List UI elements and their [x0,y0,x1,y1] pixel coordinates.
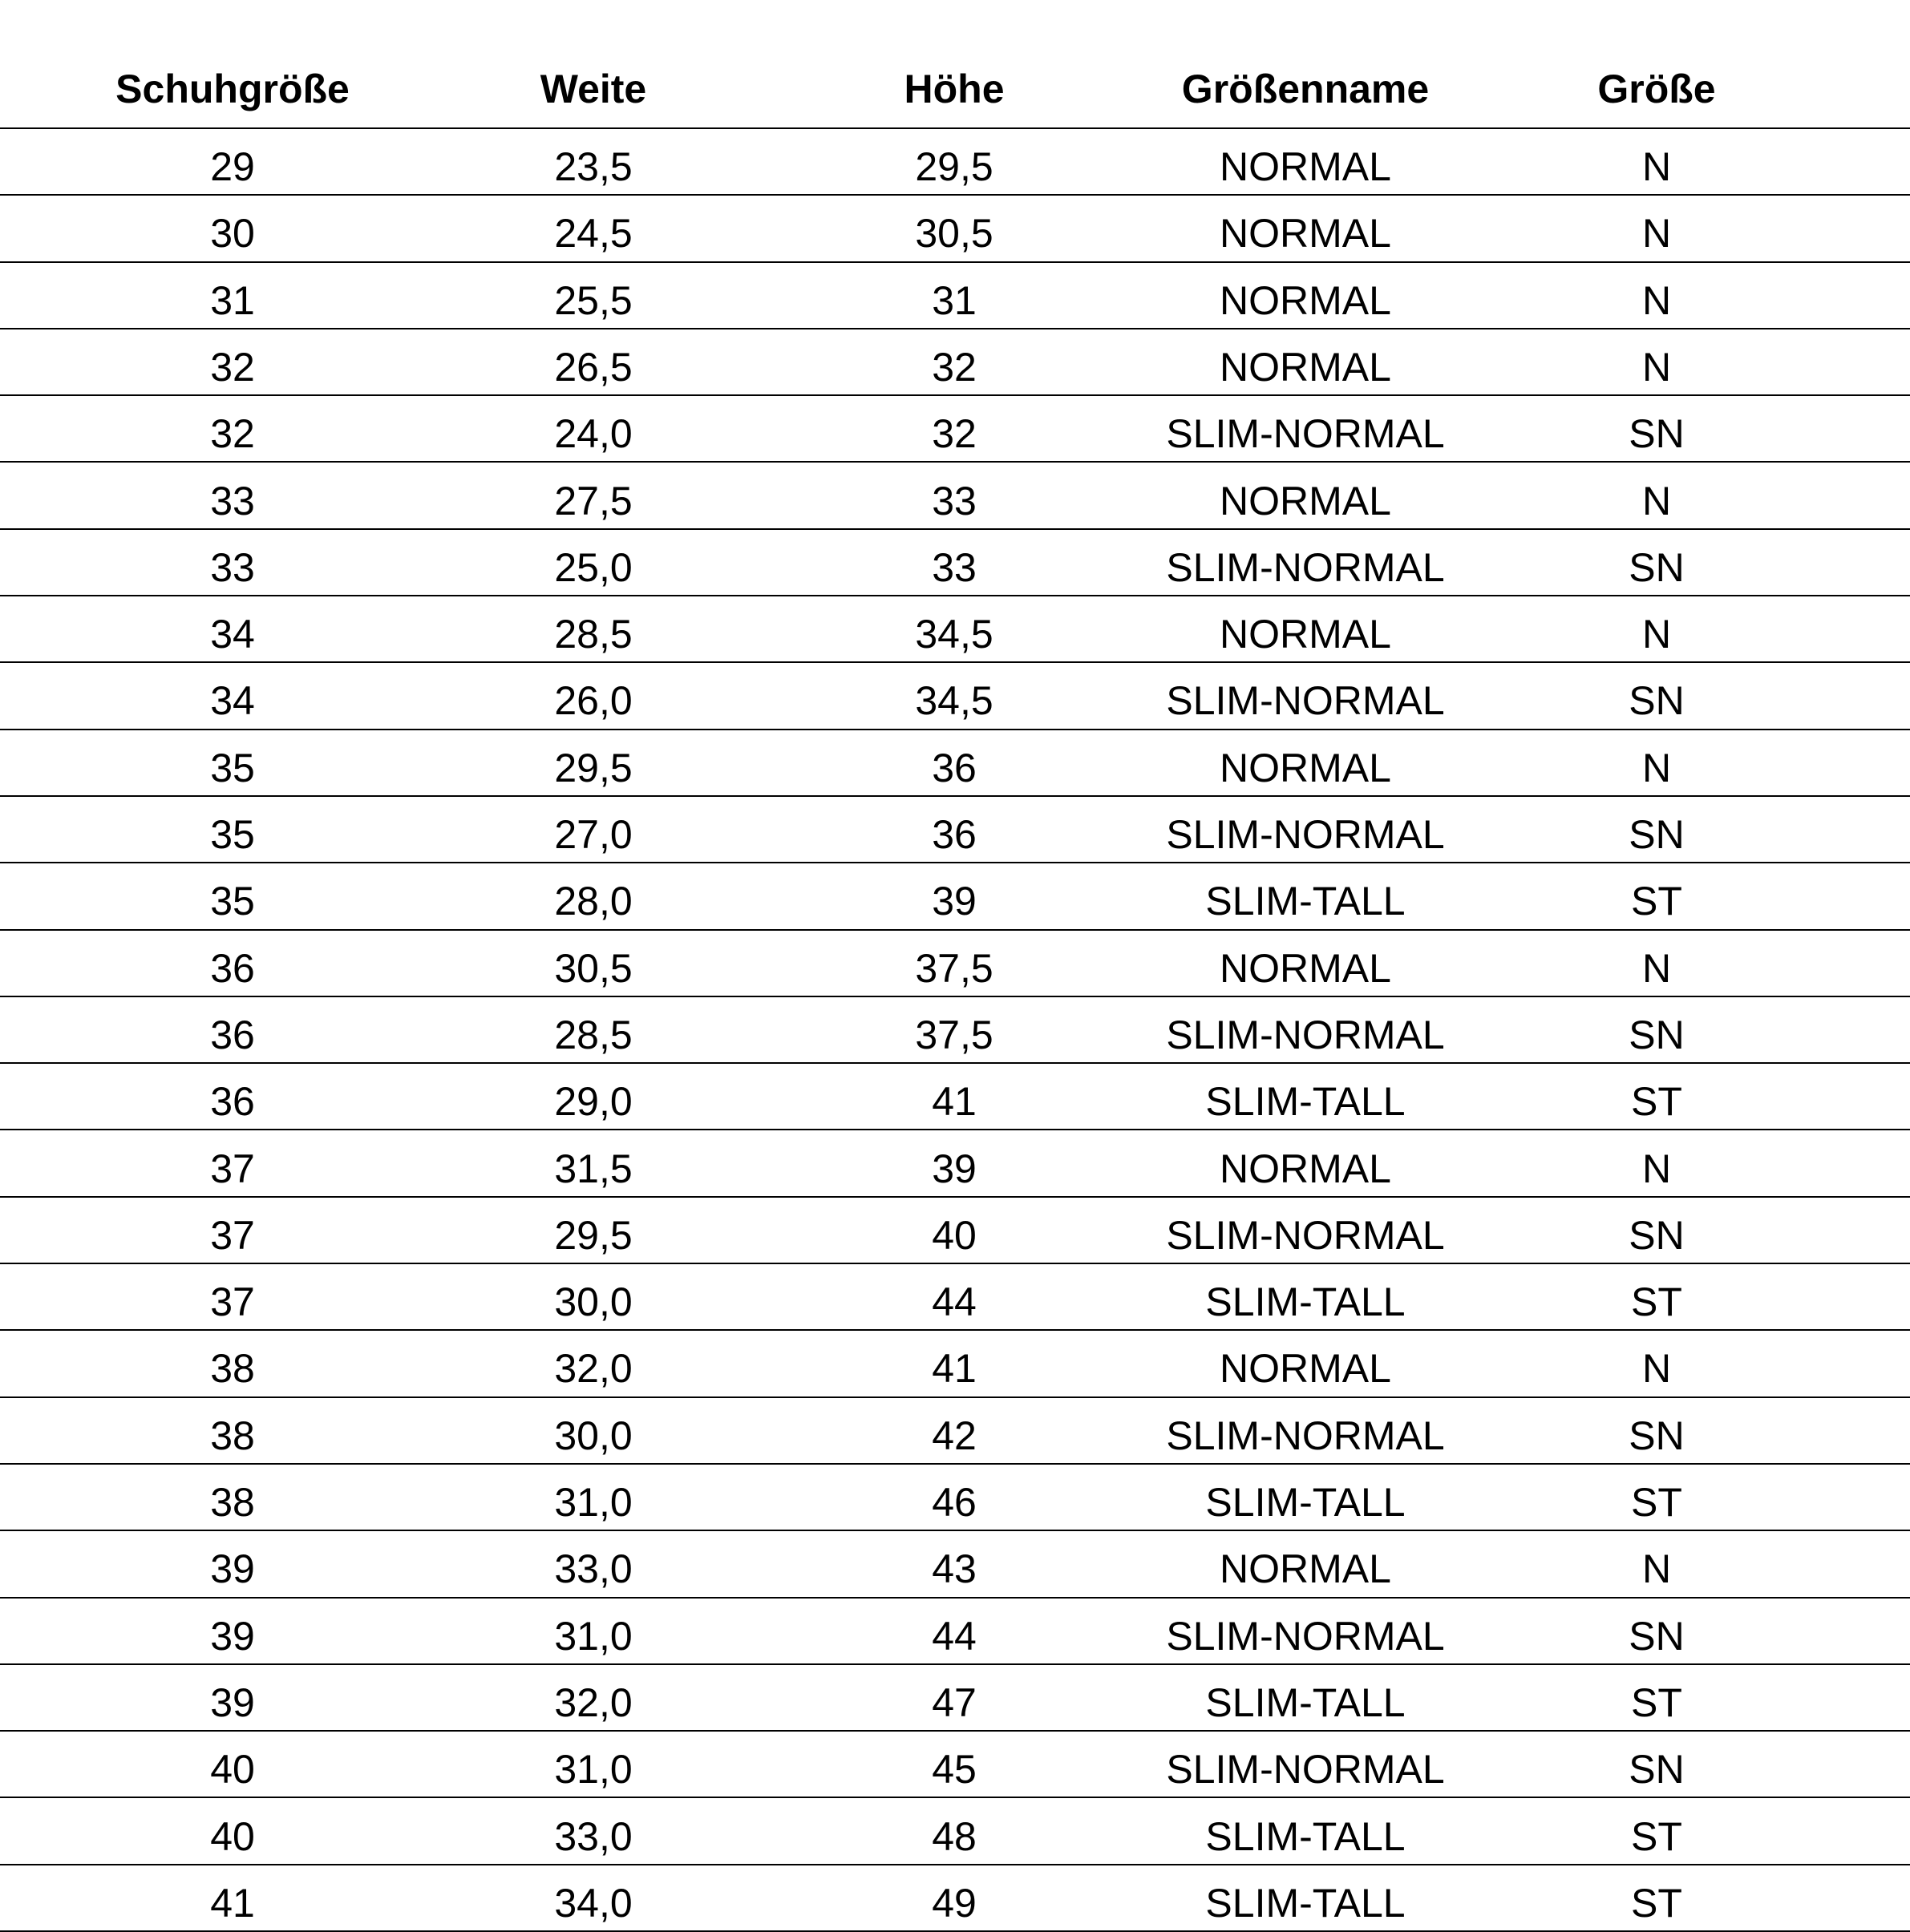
cell-size-name: NORMAL [1220,144,1391,189]
column-header-size-code: Größe [1597,67,1716,111]
cell-size-name: SLIM-NORMAL [1166,678,1445,724]
cell-size-name: SLIM-NORMAL [1166,1613,1445,1659]
cell-size-code: N [1641,612,1672,657]
cell-size-code: N [1641,144,1672,189]
cell-shoe-size: 29 [210,144,255,189]
cell-size-code: ST [1631,1813,1682,1859]
cell-width: 31,0 [554,1480,633,1525]
cell-height: 41 [932,1079,977,1125]
cell-size-code: N [1641,1546,1672,1592]
cell-height: 32 [932,344,977,390]
cell-height: 44 [932,1279,977,1325]
cell-size-code: ST [1631,1480,1682,1525]
cell-size-name: NORMAL [1220,745,1391,790]
cell-shoe-size: 32 [210,411,255,457]
cell-width: 29,0 [554,1079,633,1125]
cell-width: 24,5 [554,211,633,257]
cell-size-code: ST [1631,1880,1682,1926]
cell-size-name: SLIM-NORMAL [1166,1413,1445,1458]
cell-width: 31,0 [554,1747,633,1793]
cell-shoe-size: 33 [210,478,255,523]
cell-size-code: ST [1631,1079,1682,1125]
cell-size-name: SLIM-TALL [1205,1813,1406,1859]
cell-height: 48 [932,1813,977,1859]
cell-size-name: NORMAL [1220,344,1391,390]
cell-shoe-size: 39 [210,1546,255,1592]
cell-height: 34,5 [915,612,993,657]
cell-width: 31,0 [554,1613,633,1659]
cell-width: 24,0 [554,411,633,457]
cell-shoe-size: 31 [210,277,255,323]
cell-height: 39 [932,879,977,924]
cell-size-code: N [1641,277,1672,323]
cell-shoe-size: 36 [210,945,255,991]
cell-height: 43 [932,1546,977,1592]
cell-shoe-size: 33 [210,544,255,590]
cell-size-name: SLIM-TALL [1205,1880,1406,1926]
cell-shoe-size: 36 [210,1012,255,1057]
cell-height: 32 [932,411,977,457]
cell-size-code: N [1641,745,1672,790]
cell-size-code: SN [1629,544,1685,590]
cell-height: 33 [932,478,977,523]
cell-size-name: SLIM-TALL [1205,1480,1406,1525]
cell-width: 27,5 [554,478,633,523]
cell-width: 29,5 [554,745,633,790]
cell-shoe-size: 41 [210,1880,255,1926]
cell-size-code: N [1641,211,1672,257]
cell-width: 30,0 [554,1413,633,1458]
cell-size-code: SN [1629,1747,1685,1793]
cell-shoe-size: 32 [210,344,255,390]
cell-size-code: SN [1629,1413,1685,1458]
cell-size-name: NORMAL [1220,211,1391,257]
cell-size-name: SLIM-NORMAL [1166,812,1445,857]
cell-size-code: N [1641,344,1672,390]
cell-size-name: NORMAL [1220,478,1391,523]
cell-shoe-size: 35 [210,812,255,857]
column-header-shoe-size: Schuhgröße [115,67,350,111]
cell-size-code: SN [1629,1212,1685,1258]
cell-size-name: NORMAL [1220,612,1391,657]
cell-width: 26,5 [554,344,633,390]
cell-width: 33,0 [554,1546,633,1592]
cell-shoe-size: 39 [210,1613,255,1659]
cell-width: 27,0 [554,812,633,857]
cell-size-name: SLIM-TALL [1205,1679,1406,1725]
cell-width: 30,5 [554,945,633,991]
cell-height: 36 [932,812,977,857]
cell-size-name: SLIM-NORMAL [1166,544,1445,590]
cell-shoe-size: 35 [210,879,255,924]
cell-height: 46 [932,1480,977,1525]
cell-shoe-size: 37 [210,1146,255,1191]
cell-shoe-size: 38 [210,1346,255,1392]
cell-height: 41 [932,1346,977,1392]
cell-width: 30,0 [554,1279,633,1325]
cell-size-code: N [1641,1346,1672,1392]
cell-width: 33,0 [554,1813,633,1859]
column-header-width: Weite [540,67,647,111]
cell-size-code: SN [1629,411,1685,457]
cell-size-name: SLIM-TALL [1205,879,1406,924]
cell-width: 28,5 [554,612,633,657]
cell-size-code: ST [1631,1679,1682,1725]
cell-size-name: SLIM-NORMAL [1166,1747,1445,1793]
cell-size-code: ST [1631,1279,1682,1325]
cell-height: 37,5 [915,1012,993,1057]
cell-shoe-size: 34 [210,678,255,724]
cell-shoe-size: 40 [210,1813,255,1859]
cell-shoe-size: 40 [210,1747,255,1793]
cell-size-code: SN [1629,1613,1685,1659]
cell-size-name: NORMAL [1220,1146,1391,1191]
cell-size-code: N [1641,478,1672,523]
cell-shoe-size: 38 [210,1413,255,1458]
cell-height: 44 [932,1613,977,1659]
cell-width: 34,0 [554,1880,633,1926]
cell-height: 31 [932,277,977,323]
cell-height: 29,5 [915,144,993,189]
cell-size-name: SLIM-NORMAL [1166,411,1445,457]
cell-height: 40 [932,1212,977,1258]
cell-width: 25,5 [554,277,633,323]
column-header-height: Höhe [904,67,1005,111]
cell-shoe-size: 34 [210,612,255,657]
cell-height: 45 [932,1747,977,1793]
cell-size-code: ST [1631,879,1682,924]
cell-size-code: N [1641,1146,1672,1191]
cell-height: 42 [932,1413,977,1458]
cell-shoe-size: 35 [210,745,255,790]
cell-shoe-size: 36 [210,1079,255,1125]
cell-height: 33 [932,544,977,590]
cell-size-name: SLIM-NORMAL [1166,1212,1445,1258]
cell-size-name: NORMAL [1220,1346,1391,1392]
cell-height: 34,5 [915,678,993,724]
cell-width: 28,0 [554,879,633,924]
cell-shoe-size: 37 [210,1279,255,1325]
cell-size-code: SN [1629,678,1685,724]
cell-width: 29,5 [554,1212,633,1258]
cell-shoe-size: 38 [210,1480,255,1525]
cell-size-code: SN [1629,1012,1685,1057]
cell-size-name: SLIM-NORMAL [1166,1012,1445,1057]
cell-size-name: NORMAL [1220,945,1391,991]
cell-size-code: SN [1629,812,1685,857]
cell-size-name: SLIM-TALL [1205,1079,1406,1125]
cell-height: 36 [932,745,977,790]
cell-shoe-size: 30 [210,211,255,257]
cell-size-name: NORMAL [1220,277,1391,323]
cell-width: 25,0 [554,544,633,590]
column-header-size-name: Größenname [1181,67,1430,111]
cell-height: 47 [932,1679,977,1725]
cell-size-code: N [1641,945,1672,991]
cell-shoe-size: 39 [210,1679,255,1725]
cell-width: 32,0 [554,1679,633,1725]
cell-shoe-size: 37 [210,1212,255,1258]
cell-height: 39 [932,1146,977,1191]
cell-width: 26,0 [554,678,633,724]
cell-width: 31,5 [554,1146,633,1191]
cell-width: 32,0 [554,1346,633,1392]
cell-size-name: SLIM-TALL [1205,1279,1406,1325]
cell-height: 30,5 [915,211,993,257]
cell-height: 49 [932,1880,977,1926]
cell-width: 28,5 [554,1012,633,1057]
cell-size-name: NORMAL [1220,1546,1391,1592]
cell-width: 23,5 [554,144,633,189]
cell-height: 37,5 [915,945,993,991]
